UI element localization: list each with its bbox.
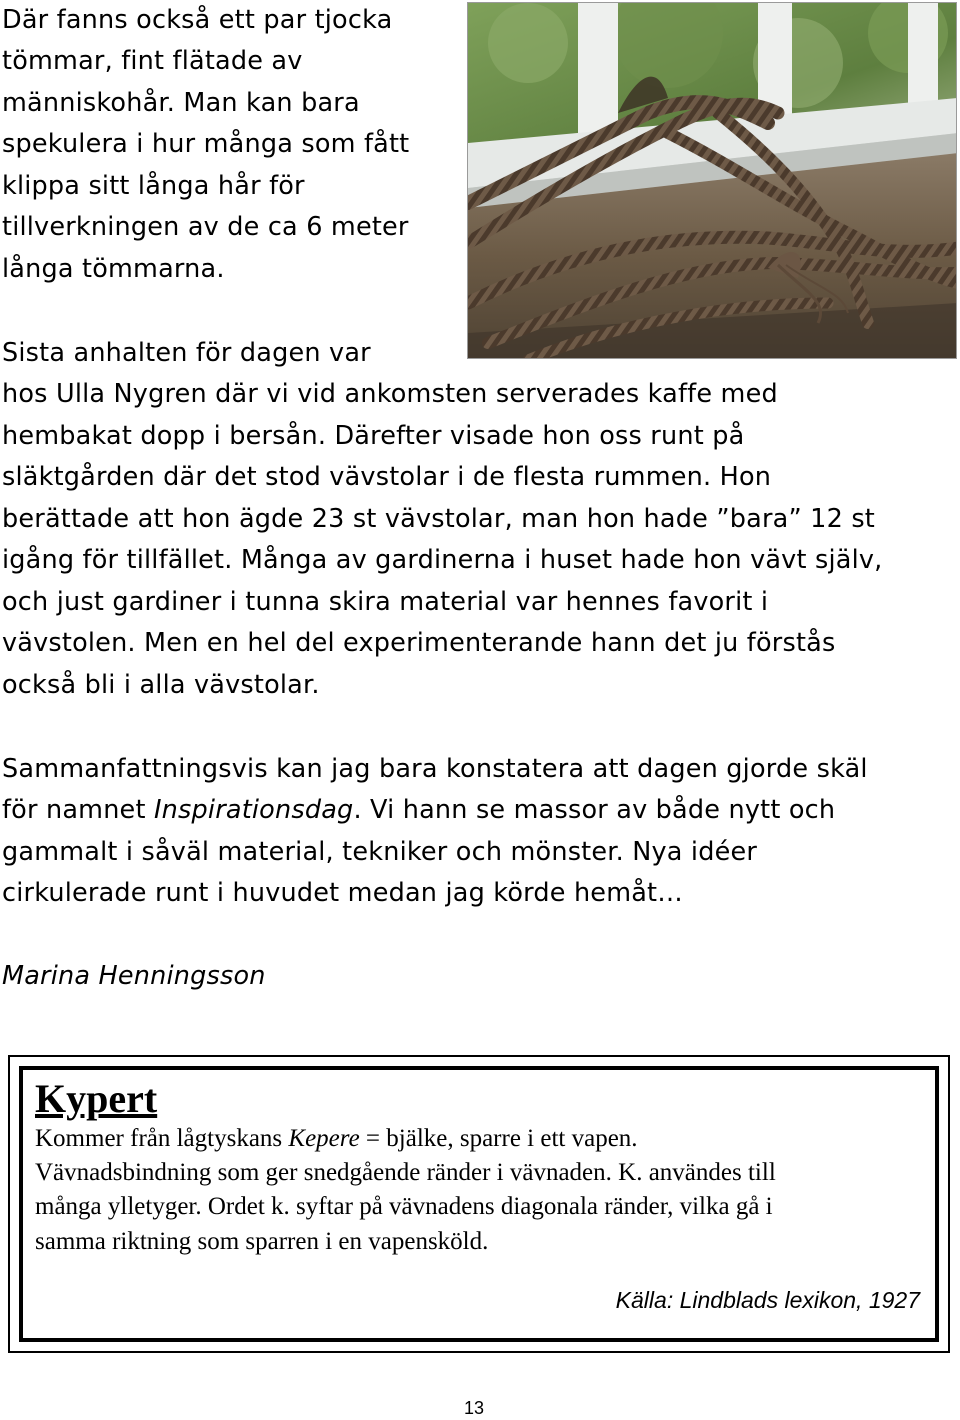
visit-line: hembakat dopp i bersån. Därefter visade hon oss runt på [2, 421, 745, 451]
author-signature: Marina Henningsson [2, 961, 266, 991]
definition-line: Vävnadsbindning som ger snedgående ränder i vävnaden. K. användes till [35, 1159, 776, 1186]
definition-line [35, 1122, 638, 1156]
visit-line: hos Ulla Nygren där vi vid ankomsten serverades kaffe med [2, 379, 778, 409]
summary-line: cirkulerade runt i huvudet medan jag körde hemåt… [2, 878, 683, 908]
intro-line: Där fanns också ett par tjocka [2, 5, 393, 35]
definition-term: Kepere [288, 1125, 360, 1152]
intro-line: tillverkningen av de ca 6 meter [2, 212, 409, 242]
visit-line: släktgården där det stod vävstolar i de flesta rummen. Hon [2, 462, 772, 492]
visit-line: och just gardiner i tunna skira material var hennes favorit i [2, 587, 769, 617]
event-name: Inspirationsdag [153, 795, 354, 825]
visit-line: Sista anhalten för dagen var [2, 338, 371, 368]
definition-line: samma riktning som sparren i en vapensköld. [35, 1228, 489, 1255]
visit-line: vävstolen. Men en hel del experimenterande hann det ju förstås [2, 628, 836, 658]
definition-text: Kommer från lågtyskans [35, 1125, 289, 1152]
visit-line: också bli i alla vävstolar. [2, 670, 320, 700]
definition-line: många ylletyger. Ordet k. syftar på vävnadens diagonala ränder, vilka gå i [35, 1193, 773, 1220]
intro-line: människohår. Man kan bara [2, 88, 360, 118]
intro-line: spekulera i hur många som fått [2, 129, 410, 159]
definition-title: Kypert [35, 1076, 158, 1121]
definition-source: Källa: Lindblads lexikon, 1927 [615, 1287, 920, 1313]
page-number: 13 [463, 1398, 485, 1418]
braided-reins-photo [467, 2, 957, 359]
visit-line: igång för tillfället. Många av gardinerna i huset hade hon vävt själv, [2, 545, 883, 575]
summary-text: . Vi hann se massor av både nytt och [353, 795, 836, 825]
summary-text: för namnet [2, 795, 154, 825]
definition-text: = bjälke, sparre i ett vapen. [359, 1125, 638, 1152]
intro-line: långa tömmarna. [2, 254, 225, 284]
intro-line: klippa sitt långa hår för [2, 171, 305, 201]
intro-line: tömmar, fint flätade av [2, 46, 303, 76]
summary-line [2, 790, 835, 832]
summary-line: gammalt i såväl material, tekniker och mönster. Nya idéer [2, 837, 758, 867]
summary-line: Sammanfattningsvis kan jag bara konstatera att dagen gjorde skäl [2, 754, 868, 784]
visit-line: berättade att hon ägde 23 st vävstolar, man hon hade ”bara” 12 st [2, 504, 876, 534]
